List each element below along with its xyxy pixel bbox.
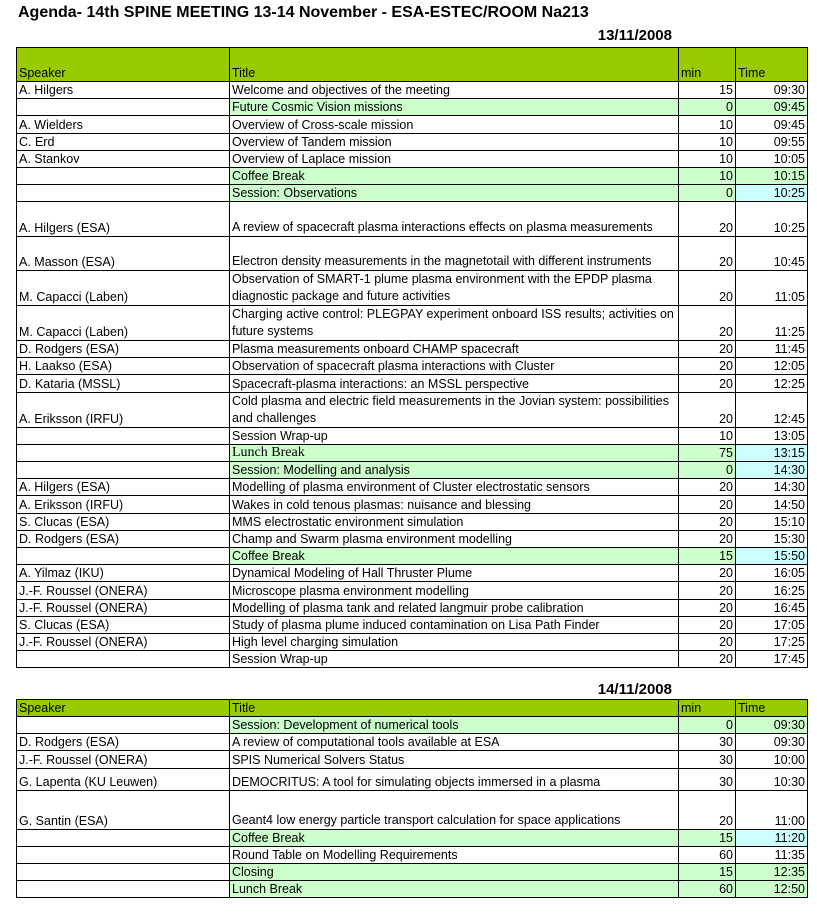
min-cell: 20 <box>679 530 736 547</box>
speaker-cell: M. Capacci (Laben) <box>17 306 230 341</box>
agenda-table-day1 <box>16 47 808 668</box>
speaker-cell: J.-F. Roussel (ONERA) <box>17 582 230 599</box>
table-row <box>17 616 808 633</box>
min-cell: 30 <box>679 734 736 751</box>
time-cell: 13:15 <box>736 444 808 461</box>
time-cell: 11:25 <box>736 306 808 341</box>
time-cell: 14:50 <box>736 496 808 513</box>
min-cell: 20 <box>679 513 736 530</box>
time-cell: 12:45 <box>736 392 808 427</box>
table-row <box>17 547 808 564</box>
time-cell: 14:30 <box>736 462 808 479</box>
speaker-cell <box>17 846 230 863</box>
time-cell: 11:45 <box>736 341 808 358</box>
speaker-cell <box>17 427 230 444</box>
speaker-cell: A. Masson (ESA) <box>17 236 230 270</box>
table-row <box>17 479 808 496</box>
speaker-cell: S. Clucas (ESA) <box>17 616 230 633</box>
time-cell: 17:45 <box>736 651 808 668</box>
min-cell: 0 <box>679 185 736 202</box>
speaker-cell: A. Yilmaz (IKU) <box>17 565 230 582</box>
table-row <box>17 565 808 582</box>
time-cell: 10:00 <box>736 751 808 768</box>
min-cell: 20 <box>679 202 736 236</box>
title-cell: Round Table on Modelling Requirements <box>230 846 679 863</box>
time-cell: 10:15 <box>736 167 808 184</box>
header-time: Time <box>736 48 808 82</box>
table-row <box>17 633 808 650</box>
min-cell: 15 <box>679 863 736 880</box>
time-cell: 11:20 <box>736 829 808 846</box>
table-row <box>17 133 808 150</box>
table-row <box>17 185 808 202</box>
table-row <box>17 863 808 880</box>
title-cell: Modelling of plasma environment of Cluster electrostatic sensors <box>230 479 679 496</box>
min-cell: 0 <box>679 99 736 116</box>
time-cell: 12:50 <box>736 881 808 898</box>
title-cell: Modelling of plasma tank and related langmuir probe calibration <box>230 599 679 616</box>
min-cell: 20 <box>679 582 736 599</box>
time-cell: 15:50 <box>736 547 808 564</box>
speaker-cell: M. Capacci (Laben) <box>17 271 230 306</box>
table-row <box>17 427 808 444</box>
table-row <box>17 717 808 734</box>
table-row <box>17 513 808 530</box>
min-cell: 20 <box>679 565 736 582</box>
header-title: Title <box>230 700 679 717</box>
title-cell: Dynamical Modeling of Hall Thruster Plume <box>230 565 679 582</box>
speaker-cell: D. Rodgers (ESA) <box>17 734 230 751</box>
table-row <box>17 846 808 863</box>
title-cell: Lunch Break <box>230 444 679 461</box>
speaker-cell: J.-F. Roussel (ONERA) <box>17 751 230 768</box>
table-row <box>17 341 808 358</box>
title-cell: Overview of Laplace mission <box>230 150 679 167</box>
speaker-cell: D. Rodgers (ESA) <box>17 530 230 547</box>
table-row <box>17 375 808 392</box>
speaker-cell: A. Eriksson (IRFU) <box>17 496 230 513</box>
min-cell: 20 <box>679 271 736 306</box>
table-row <box>17 82 808 99</box>
title-cell: Session: Modelling and analysis <box>230 462 679 479</box>
speaker-cell: D. Rodgers (ESA) <box>17 341 230 358</box>
time-cell: 15:30 <box>736 530 808 547</box>
speaker-cell: J.-F. Roussel (ONERA) <box>17 633 230 650</box>
time-cell: 17:05 <box>736 616 808 633</box>
speaker-cell <box>17 717 230 734</box>
table-row <box>17 306 808 341</box>
speaker-cell <box>17 99 230 116</box>
min-cell: 60 <box>679 881 736 898</box>
title-cell: SPIS Numerical Solvers Status <box>230 751 679 768</box>
time-cell: 15:10 <box>736 513 808 530</box>
time-cell: 09:30 <box>736 734 808 751</box>
min-cell: 20 <box>679 599 736 616</box>
table-row <box>17 768 808 790</box>
speaker-cell: G. Lapenta (KU Leuwen) <box>17 768 230 790</box>
table-row <box>17 829 808 846</box>
min-cell: 15 <box>679 829 736 846</box>
speaker-cell: D. Kataria (MSSL) <box>17 375 230 392</box>
speaker-cell: A. Hilgers <box>17 82 230 99</box>
time-cell: 12:05 <box>736 358 808 375</box>
time-cell: 09:45 <box>736 116 808 133</box>
min-cell: 20 <box>679 236 736 270</box>
table-row <box>17 881 808 898</box>
min-cell: 20 <box>679 633 736 650</box>
table-row <box>17 790 808 829</box>
speaker-cell: A. Hilgers (ESA) <box>17 202 230 236</box>
min-cell: 10 <box>679 116 736 133</box>
time-cell: 10:45 <box>736 236 808 270</box>
title-cell: Coffee Break <box>230 167 679 184</box>
min-cell: 20 <box>679 616 736 633</box>
title-cell: Overview of Cross-scale mission <box>230 116 679 133</box>
table-row <box>17 496 808 513</box>
min-cell: 20 <box>679 375 736 392</box>
time-cell: 13:05 <box>736 427 808 444</box>
speaker-cell <box>17 547 230 564</box>
table-row <box>17 150 808 167</box>
title-cell: Session: Development of numerical tools <box>230 717 679 734</box>
table-row <box>17 116 808 133</box>
table-row <box>17 99 808 116</box>
time-cell: 12:25 <box>736 375 808 392</box>
time-cell: 16:25 <box>736 582 808 599</box>
min-cell: 20 <box>679 306 736 341</box>
time-cell: 14:30 <box>736 479 808 496</box>
table-row <box>17 271 808 306</box>
min-cell: 15 <box>679 82 736 99</box>
min-cell: 10 <box>679 133 736 150</box>
title-cell: A review of spacecraft plasma interactions effects on plasma measurements <box>230 202 679 236</box>
header-min: min <box>679 48 736 82</box>
min-cell: 30 <box>679 768 736 790</box>
min-cell: 30 <box>679 751 736 768</box>
min-cell: 20 <box>679 651 736 668</box>
min-cell: 10 <box>679 167 736 184</box>
table-row <box>17 599 808 616</box>
header-min: min <box>679 700 736 717</box>
speaker-cell: G. Santin (ESA) <box>17 790 230 829</box>
title-cell: MMS electrostatic environment simulation <box>230 513 679 530</box>
table-header <box>17 700 808 717</box>
table-row <box>17 530 808 547</box>
day-date: 13/11/2008 <box>597 27 672 44</box>
title-cell: Microscope plasma environment modelling <box>230 582 679 599</box>
page-title: Agenda- 14th SPINE MEETING 13-14 November - ESA-ESTEC/ROOM Na213 <box>18 4 589 21</box>
title-cell: Electron density measurements in the magnetotail with different instruments <box>230 236 679 270</box>
title-cell: DEMOCRITUS: A tool for simulating objects immersed in a plasma <box>230 768 679 790</box>
table-row <box>17 651 808 668</box>
header-speaker: Speaker <box>17 48 230 82</box>
title-cell: Session: Observations <box>230 185 679 202</box>
min-cell: 60 <box>679 846 736 863</box>
speaker-cell <box>17 185 230 202</box>
min-cell: 10 <box>679 427 736 444</box>
header-speaker: Speaker <box>17 700 230 717</box>
title-cell: Observation of SMART-1 plume plasma environment with the EPDP plasma diagnostic package and future activities <box>230 271 679 306</box>
title-cell: Plasma measurements onboard CHAMP spacecraft <box>230 341 679 358</box>
table-row <box>17 734 808 751</box>
title-cell: Coffee Break <box>230 829 679 846</box>
min-cell: 20 <box>679 392 736 427</box>
title-cell: Geant4 low energy particle transport calculation for space applications <box>230 790 679 829</box>
min-cell: 0 <box>679 717 736 734</box>
min-cell: 20 <box>679 790 736 829</box>
time-cell: 16:45 <box>736 599 808 616</box>
min-cell: 75 <box>679 444 736 461</box>
table-row <box>17 444 808 461</box>
speaker-cell: C. Erd <box>17 133 230 150</box>
min-cell: 20 <box>679 341 736 358</box>
table-row <box>17 236 808 270</box>
title-cell: Coffee Break <box>230 547 679 564</box>
speaker-cell <box>17 462 230 479</box>
time-cell: 09:30 <box>736 717 808 734</box>
speaker-cell <box>17 651 230 668</box>
time-cell: 11:35 <box>736 846 808 863</box>
title-cell: Wakes in cold tenous plasmas: nuisance and blessing <box>230 496 679 513</box>
min-cell: 10 <box>679 150 736 167</box>
title-cell: Observation of spacecraft plasma interactions with Cluster <box>230 358 679 375</box>
title-cell: Closing <box>230 863 679 880</box>
speaker-cell <box>17 863 230 880</box>
speaker-cell <box>17 829 230 846</box>
time-cell: 10:25 <box>736 202 808 236</box>
speaker-cell: A. Wielders <box>17 116 230 133</box>
title-cell: Overview of Tandem mission <box>230 133 679 150</box>
speaker-cell: A. Eriksson (IRFU) <box>17 392 230 427</box>
time-cell: 10:05 <box>736 150 808 167</box>
time-cell: 12:35 <box>736 863 808 880</box>
speaker-cell: A. Hilgers (ESA) <box>17 479 230 496</box>
time-cell: 09:55 <box>736 133 808 150</box>
title-cell: Cold plasma and electric field measurements in the Jovian system: possibilities and challenges <box>230 392 679 427</box>
speaker-cell: A. Stankov <box>17 150 230 167</box>
title-cell: Study of plasma plume induced contamination on Lisa Path Finder <box>230 616 679 633</box>
agenda-table-day2 <box>16 699 808 898</box>
title-cell: Champ and Swarm plasma environment modelling <box>230 530 679 547</box>
time-cell: 11:00 <box>736 790 808 829</box>
speaker-cell: S. Clucas (ESA) <box>17 513 230 530</box>
time-cell: 16:05 <box>736 565 808 582</box>
time-cell: 10:30 <box>736 768 808 790</box>
speaker-cell: J.-F. Roussel (ONERA) <box>17 599 230 616</box>
min-cell: 20 <box>679 496 736 513</box>
table-row <box>17 462 808 479</box>
min-cell: 15 <box>679 547 736 564</box>
time-cell: 09:30 <box>736 82 808 99</box>
time-cell: 17:25 <box>736 633 808 650</box>
time-cell: 11:05 <box>736 271 808 306</box>
speaker-cell <box>17 444 230 461</box>
time-cell: 09:45 <box>736 99 808 116</box>
title-cell: Future Cosmic Vision missions <box>230 99 679 116</box>
min-cell: 20 <box>679 358 736 375</box>
min-cell: 20 <box>679 479 736 496</box>
speaker-cell <box>17 881 230 898</box>
title-cell: Session Wrap-up <box>230 651 679 668</box>
table-row <box>17 202 808 236</box>
title-cell: High level charging simulation <box>230 633 679 650</box>
table-row <box>17 751 808 768</box>
title-cell: Lunch Break <box>230 881 679 898</box>
table-row <box>17 167 808 184</box>
table-row <box>17 582 808 599</box>
day-date: 14/11/2008 <box>597 681 672 698</box>
title-cell: Session Wrap-up <box>230 427 679 444</box>
title-cell: A review of computational tools available at ESA <box>230 734 679 751</box>
title-cell: Welcome and objectives of the meeting <box>230 82 679 99</box>
speaker-cell: H. Laakso (ESA) <box>17 358 230 375</box>
table-row <box>17 392 808 427</box>
header-title: Title <box>230 48 679 82</box>
table-header <box>17 48 808 82</box>
title-cell: Charging active control: PLEGPAY experiment onboard ISS results; activities on future systems <box>230 306 679 341</box>
time-cell: 10:25 <box>736 185 808 202</box>
title-cell: Spacecraft-plasma interactions: an MSSL perspective <box>230 375 679 392</box>
min-cell: 0 <box>679 462 736 479</box>
speaker-cell <box>17 167 230 184</box>
table-row <box>17 358 808 375</box>
header-time: Time <box>736 700 808 717</box>
